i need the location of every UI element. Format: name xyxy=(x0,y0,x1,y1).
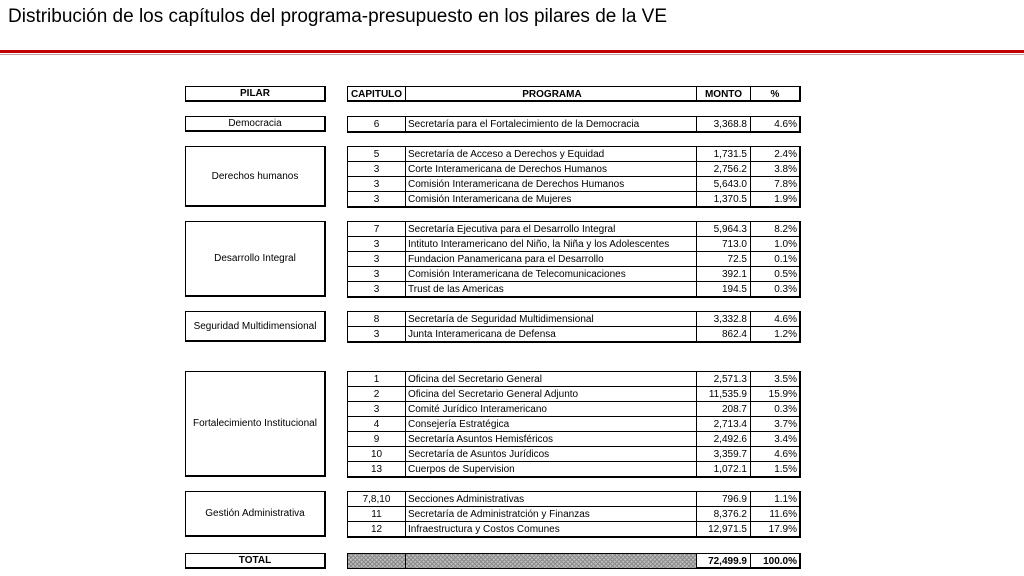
cell-programa: Secretaría de Administratción y Finanzas xyxy=(406,507,697,521)
title-underline-shadow xyxy=(0,54,1024,55)
cell-capitulo: 8 xyxy=(348,312,406,326)
cell-monto: 3,368.8 xyxy=(697,117,751,131)
table-row xyxy=(348,192,799,206)
header-monto: MONTO xyxy=(697,87,751,101)
cell-capitulo: 3 xyxy=(348,192,406,206)
cell-capitulo: 4 xyxy=(348,417,406,431)
cell-programa: Comisión Interamericana de Derechos Humanos xyxy=(406,177,697,191)
cell-monto: 2,492.6 xyxy=(697,432,751,446)
cell-pct: 0.5% xyxy=(774,268,797,280)
table-democracia xyxy=(347,116,801,133)
cell-pct: 17.9% xyxy=(768,523,797,535)
cell-pct: 1.9% xyxy=(774,193,797,205)
cell-capitulo: 3 xyxy=(348,162,406,176)
cell-pct: 3.4% xyxy=(774,433,797,445)
total-pct: 100.0% xyxy=(763,555,797,567)
header-pct: % xyxy=(770,88,780,100)
cell-capitulo: 9 xyxy=(348,432,406,446)
total-label: TOTAL xyxy=(185,553,326,569)
table-row xyxy=(348,267,799,282)
cell-programa: Oficina del Secretario General xyxy=(406,372,697,386)
table-fortalecimiento-institucional xyxy=(347,371,801,478)
table-row xyxy=(348,387,799,402)
header-programa: PROGRAMA xyxy=(406,87,697,101)
cell-monto: 5,964.3 xyxy=(697,222,751,236)
cell-monto: 72.5 xyxy=(697,252,751,266)
cell-pct: 8.2% xyxy=(774,223,797,235)
table-row xyxy=(348,402,799,417)
cell-monto: 2,713.4 xyxy=(697,417,751,431)
table-row xyxy=(348,522,799,536)
table-row xyxy=(348,177,799,192)
header-row xyxy=(348,87,799,101)
cell-monto: 796.9 xyxy=(697,492,751,506)
cell-programa: Oficina del Secretario General Adjunto xyxy=(406,387,697,401)
cell-capitulo: 2 xyxy=(348,387,406,401)
cell-capitulo: 3 xyxy=(348,327,406,341)
table-row xyxy=(348,447,799,462)
cell-monto: 1,731.5 xyxy=(697,147,751,161)
cell-capitulo: 12 xyxy=(348,522,406,536)
cell-capitulo: 5 xyxy=(348,147,406,161)
title-underline xyxy=(0,50,1024,53)
table-row xyxy=(348,222,799,237)
cell-capitulo: 3 xyxy=(348,282,406,296)
cell-capitulo: 3 xyxy=(348,402,406,416)
pilar-desarrollo-integral: Desarrollo Integral xyxy=(185,221,326,297)
cell-pct: 1.0% xyxy=(774,238,797,250)
table-derechos-humanos xyxy=(347,146,801,208)
cell-programa: Secciones Administrativas xyxy=(406,492,697,506)
cell-pct: 1.1% xyxy=(774,493,797,505)
cell-monto: 3,332.8 xyxy=(697,312,751,326)
table-row xyxy=(348,237,799,252)
table-row xyxy=(348,252,799,267)
cell-monto: 862.4 xyxy=(697,327,751,341)
cell-capitulo: 13 xyxy=(348,462,406,476)
table-row xyxy=(348,162,799,177)
cell-monto: 1,370.5 xyxy=(697,192,751,206)
cell-programa: Trust de las Americas xyxy=(406,282,697,296)
cell-pct: 7.8% xyxy=(774,178,797,190)
cell-capitulo: 3 xyxy=(348,237,406,251)
table-row xyxy=(348,117,799,131)
total-hatch-capitulo xyxy=(348,554,406,568)
cell-programa: Consejería Estratégica xyxy=(406,417,697,431)
table-row xyxy=(348,462,799,476)
cell-programa: Secretaría de Acceso a Derechos y Equidad xyxy=(406,147,697,161)
cell-pct: 1.5% xyxy=(774,463,797,475)
cell-pct: 0.1% xyxy=(774,253,797,265)
cell-capitulo: 3 xyxy=(348,177,406,191)
cell-programa: Junta Interamericana de Defensa xyxy=(406,327,697,341)
cell-programa: Infraestructura y Costos Comunes xyxy=(406,522,697,536)
table-row xyxy=(348,282,799,296)
cell-programa: Secretaría Asuntos Hemisféricos xyxy=(406,432,697,446)
total-table xyxy=(347,553,801,569)
cell-programa: Comisión Interamericana de Mujeres xyxy=(406,192,697,206)
cell-pct: 0.3% xyxy=(774,403,797,415)
cell-monto: 5,643.0 xyxy=(697,177,751,191)
cell-pct: 4.6% xyxy=(774,448,797,460)
cell-monto: 8,376.2 xyxy=(697,507,751,521)
cell-pct: 3.5% xyxy=(774,373,797,385)
cell-monto: 2,756.2 xyxy=(697,162,751,176)
pilar-seguridad-multidimensional: Seguridad Multidimensional xyxy=(185,311,326,342)
pilar-democracia: Democracia xyxy=(185,116,326,132)
cell-pct: 3.7% xyxy=(774,418,797,430)
table-row xyxy=(348,147,799,162)
cell-monto: 208.7 xyxy=(697,402,751,416)
cell-capitulo: 7 xyxy=(348,222,406,236)
cell-programa: Secretaría para el Fortalecimiento de la Democracia xyxy=(406,117,697,131)
cell-monto: 194.5 xyxy=(697,282,751,296)
cell-capitulo: 11 xyxy=(348,507,406,521)
header-table xyxy=(347,86,801,102)
cell-monto: 3,359.7 xyxy=(697,447,751,461)
total-hatch-programa xyxy=(406,554,697,568)
cell-capitulo: 10 xyxy=(348,447,406,461)
cell-monto: 1,072.1 xyxy=(697,462,751,476)
cell-monto: 713.0 xyxy=(697,237,751,251)
table-desarrollo-integral xyxy=(347,221,801,298)
header-capitulo: CAPITULO xyxy=(348,87,406,101)
table-row xyxy=(348,372,799,387)
pilar-fortalecimiento-institucional: Fortalecimiento Institucional xyxy=(185,371,326,477)
cell-pct: 4.6% xyxy=(774,118,797,130)
cell-programa: Cuerpos de Supervision xyxy=(406,462,697,476)
cell-programa: Corte Interamericana de Derechos Humanos xyxy=(406,162,697,176)
cell-monto: 392.1 xyxy=(697,267,751,281)
table-row xyxy=(348,327,799,341)
cell-programa: Comité Jurídico Interamericano xyxy=(406,402,697,416)
cell-programa: Fundacion Panamericana para el Desarrollo xyxy=(406,252,697,266)
header-pilar: PILAR xyxy=(185,86,326,102)
total-row xyxy=(348,554,799,568)
table-row xyxy=(348,492,799,507)
cell-pct: 3.8% xyxy=(774,163,797,175)
cell-capitulo: 6 xyxy=(348,117,406,131)
cell-pct: 4.6% xyxy=(774,313,797,325)
cell-programa: Comisión Interamericana de Telecomunicaciones xyxy=(406,267,697,281)
table-seguridad-multidimensional xyxy=(347,311,801,343)
cell-programa: Intituto Interamericano del Niño, la Niña y los Adolescentes xyxy=(406,237,697,251)
cell-programa: Secretaría de Asuntos Jurídicos xyxy=(406,447,697,461)
table-row xyxy=(348,417,799,432)
cell-monto: 12,971.5 xyxy=(697,522,751,536)
cell-programa: Secretaría Ejecutiva para el Desarrollo Integral xyxy=(406,222,697,236)
pilar-derechos-humanos: Derechos humanos xyxy=(185,146,326,207)
total-monto: 72,499.9 xyxy=(697,554,751,568)
cell-pct: 15.9% xyxy=(768,388,797,400)
cell-capitulo: 7,8,10 xyxy=(348,492,406,506)
pilar-gestion-administrativa: Gestión Administrativa xyxy=(185,491,326,537)
cell-capitulo: 3 xyxy=(348,252,406,266)
table-row xyxy=(348,507,799,522)
cell-pct: 0.3% xyxy=(774,283,797,295)
cell-monto: 11,535.9 xyxy=(697,387,751,401)
cell-pct: 1.2% xyxy=(774,328,797,340)
cell-pct: 11.6% xyxy=(769,508,797,520)
slide-title: Distribución de los capítulos del programa-presupuesto en los pilares de la VE xyxy=(8,6,668,27)
cell-capitulo: 3 xyxy=(348,267,406,281)
table-gestion-administrativa xyxy=(347,491,801,538)
cell-capitulo: 1 xyxy=(348,372,406,386)
cell-monto: 2,571.3 xyxy=(697,372,751,386)
table-row xyxy=(348,432,799,447)
cell-pct: 2.4% xyxy=(774,148,797,160)
cell-programa: Secretaría de Seguridad Multidimensional xyxy=(406,312,697,326)
table-row xyxy=(348,312,799,327)
